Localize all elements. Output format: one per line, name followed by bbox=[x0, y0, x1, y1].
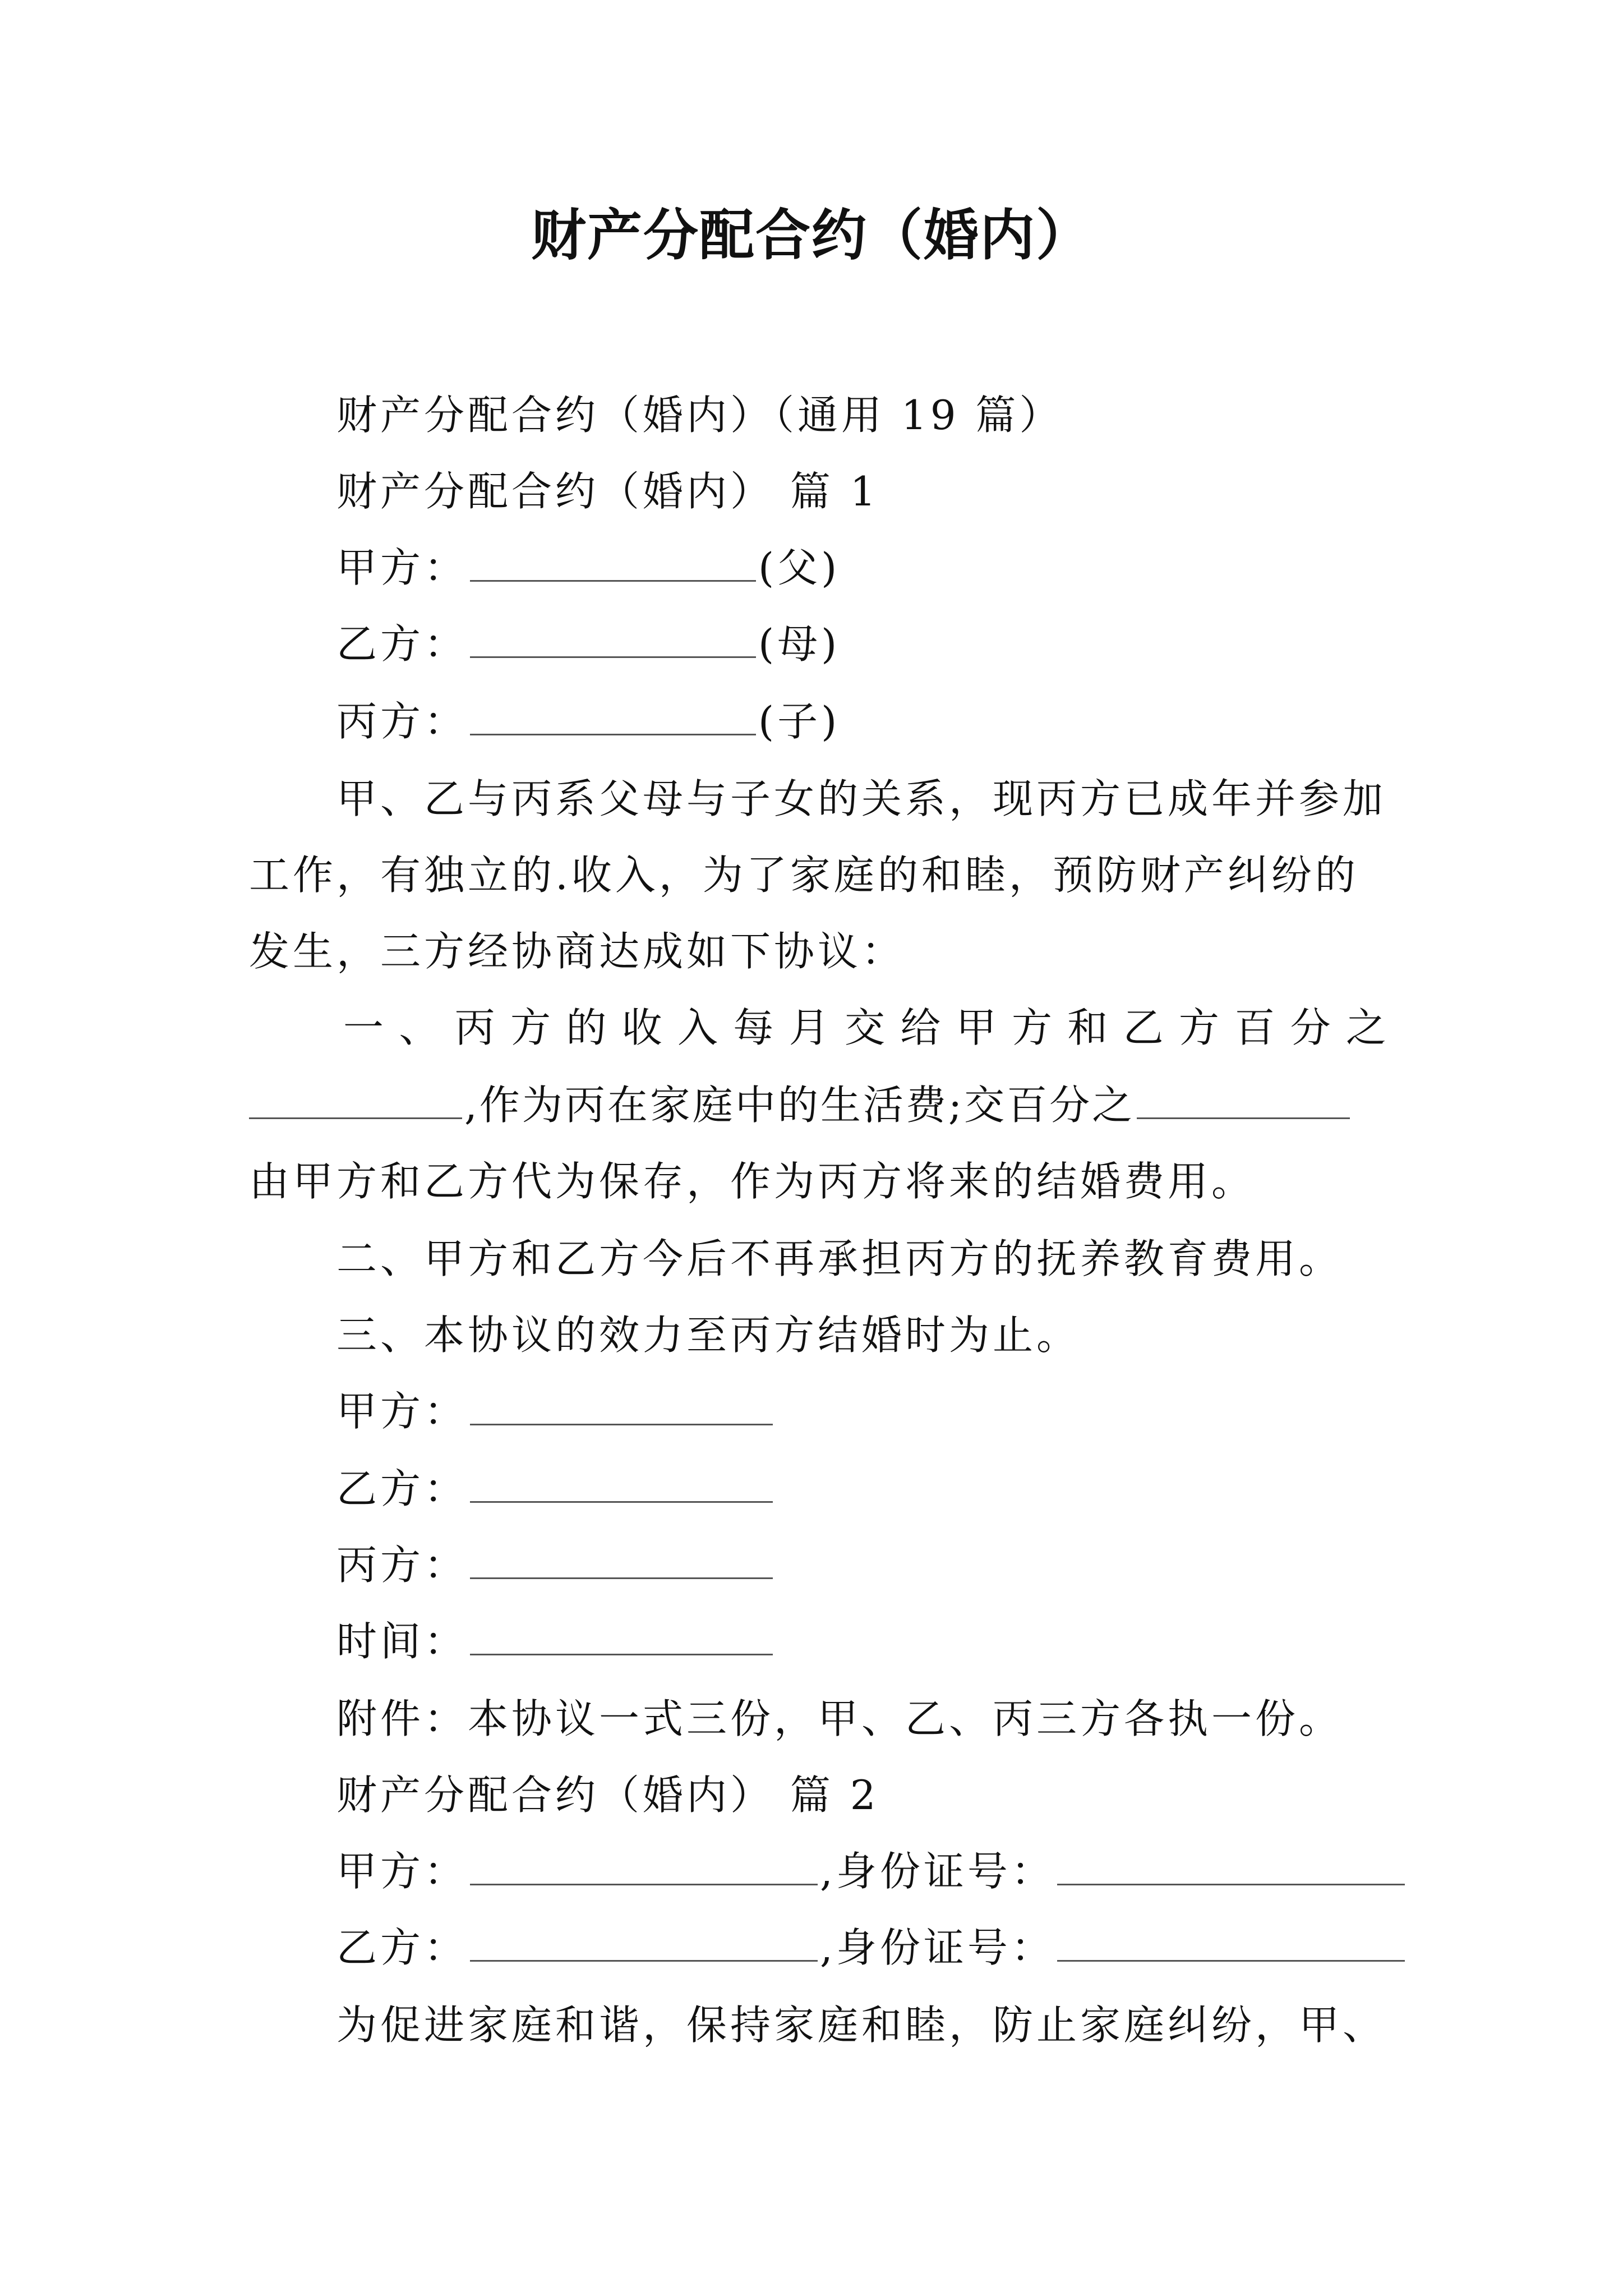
signature-label: 时间： bbox=[336, 1618, 468, 1665]
signature-bing bbox=[336, 1537, 775, 1593]
section2-heading: 财产分配合约（婚内） 篇 2 bbox=[336, 1772, 879, 1819]
party-suffix: (子) bbox=[758, 698, 841, 745]
party-label: 乙方： bbox=[336, 620, 468, 668]
clause1-char: 月 bbox=[789, 1004, 829, 1051]
signature-bing-blank[interactable] bbox=[470, 1538, 773, 1579]
clause1-line-1 bbox=[343, 1000, 1386, 1056]
signature-yi bbox=[336, 1461, 775, 1517]
section2-yi-name-blank[interactable] bbox=[470, 1921, 818, 1962]
signature-yi-blank[interactable] bbox=[470, 1462, 773, 1503]
section2-intro-line: 为促进家庭和谐，保持家庭和睦，防止家庭纠纷，甲、 bbox=[336, 2001, 1387, 2049]
clause3: 三、本协议的效力至丙方结婚时为止。 bbox=[336, 1312, 1081, 1359]
id-label: ,身份证号： bbox=[820, 1924, 1055, 1971]
clause1-char: 和 bbox=[1067, 1004, 1108, 1051]
party-label: 丙方： bbox=[336, 698, 468, 745]
intro-line-1: 甲、乙与丙系父母与子女的关系，现丙方已成年并参加 bbox=[336, 775, 1387, 822]
party-yi-blank[interactable] bbox=[470, 617, 756, 658]
intro-line-2: 工作，有独立的.收入，为了家庭的和睦，预防财产纠纷的 bbox=[249, 852, 1359, 899]
party-bing-line bbox=[336, 693, 840, 749]
clause1-char: 分 bbox=[1290, 1004, 1331, 1051]
clause1-line-2 bbox=[249, 1077, 1352, 1133]
party-label: 甲方： bbox=[336, 544, 468, 591]
signature-date-blank[interactable] bbox=[470, 1614, 773, 1655]
clause1-char: 、 bbox=[399, 1004, 440, 1051]
signature-label: 乙方： bbox=[336, 1465, 468, 1512]
clause1-char: 方 bbox=[1178, 1004, 1219, 1051]
clause1-char: 入 bbox=[677, 1004, 718, 1051]
party-label: 乙方： bbox=[336, 1924, 468, 1971]
party-yi-line bbox=[336, 616, 840, 672]
clause1-char: 的 bbox=[566, 1004, 607, 1051]
signature-label: 丙方： bbox=[336, 1542, 468, 1589]
clause1-char: 收 bbox=[621, 1004, 662, 1051]
party-label: 甲方： bbox=[336, 1848, 468, 1895]
party-suffix: (父) bbox=[758, 544, 841, 591]
intro-line-3: 发生，三方经协商达成如下协议： bbox=[249, 928, 906, 975]
clause1-percent-blank-1[interactable] bbox=[249, 1078, 462, 1119]
section2-party-yi bbox=[336, 1920, 1407, 1976]
document-title: 财产分配合约（婚内） bbox=[531, 203, 1092, 268]
clause1-char: 给 bbox=[900, 1004, 941, 1051]
section2-jia-id-blank[interactable] bbox=[1057, 1844, 1405, 1885]
attachment-note: 附件：本协议一式三份，甲、乙、丙三方各执一份。 bbox=[336, 1695, 1343, 1742]
section1-heading: 财产分配合约（婚内） 篇 1 bbox=[336, 468, 879, 515]
clause2: 二、甲方和乙方今后不再承担丙方的抚养教育费用。 bbox=[336, 1235, 1343, 1282]
clause1-char: 乙 bbox=[1123, 1004, 1164, 1051]
document-subtitle: 财产分配合约（婚内）（通用 19 篇） bbox=[336, 392, 1063, 439]
party-jia-blank[interactable] bbox=[470, 541, 756, 582]
clause1-percent-blank-2[interactable] bbox=[1137, 1078, 1350, 1119]
section2-jia-name-blank[interactable] bbox=[470, 1844, 818, 1885]
clause1-char: 一 bbox=[343, 1004, 384, 1051]
section2-yi-id-blank[interactable] bbox=[1057, 1921, 1405, 1962]
clause1-mid-text: ,作为丙在家庭中的生活费;交百分之 bbox=[464, 1082, 1135, 1129]
clause1-char: 甲 bbox=[956, 1004, 997, 1051]
signature-jia-blank[interactable] bbox=[470, 1384, 773, 1425]
clause1-char: 方 bbox=[510, 1004, 551, 1051]
signature-label: 甲方： bbox=[336, 1388, 468, 1435]
clause1-line-3: 由甲方和乙方代为保存，作为丙方将来的结婚费用。 bbox=[249, 1158, 1256, 1205]
clause1-char: 方 bbox=[1011, 1004, 1052, 1051]
party-suffix: (母) bbox=[758, 620, 841, 668]
signature-jia bbox=[336, 1383, 775, 1439]
clause1-char: 之 bbox=[1345, 1004, 1386, 1051]
party-bing-blank[interactable] bbox=[470, 694, 756, 735]
clause1-text bbox=[343, 1000, 1386, 1056]
clause1-char: 丙 bbox=[454, 1004, 495, 1051]
party-jia-line bbox=[336, 540, 840, 596]
clause1-char: 交 bbox=[844, 1004, 885, 1051]
id-label: ,身份证号： bbox=[820, 1848, 1055, 1895]
clause1-char: 百 bbox=[1234, 1004, 1275, 1051]
section2-party-jia bbox=[336, 1843, 1407, 1899]
signature-date bbox=[336, 1613, 775, 1669]
clause1-char: 每 bbox=[733, 1004, 774, 1051]
